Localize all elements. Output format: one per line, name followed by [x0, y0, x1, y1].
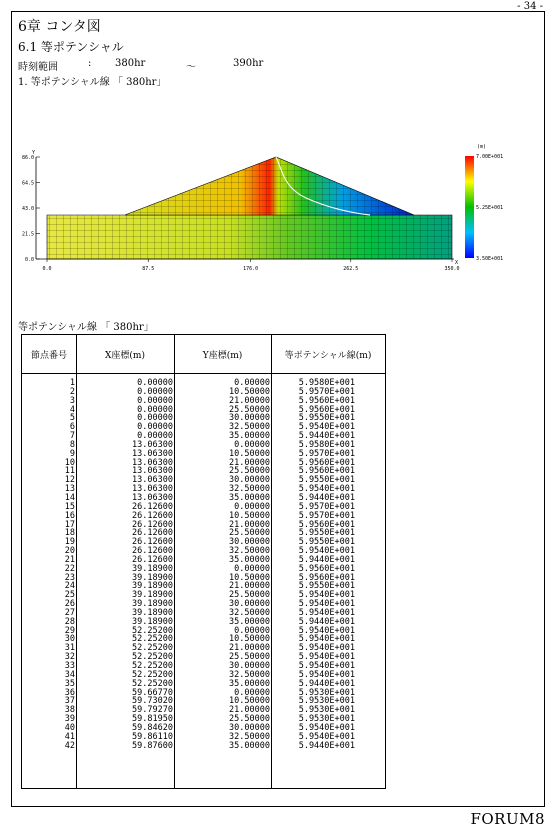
cell-y-coord: 10.50000	[229, 448, 270, 459]
cell-potential: 5.9530E+001	[298, 687, 355, 698]
cell-x-coord: 26.12600	[132, 510, 173, 521]
cell-node-number: 27	[64, 607, 75, 618]
cell-potential: 5.9440E+001	[298, 492, 355, 503]
cell-potential: 5.9580E+001	[298, 378, 355, 388]
cell-node-number: 37	[64, 696, 75, 707]
cell-x-coord: 26.12600	[132, 546, 173, 557]
cell-y-coord: 25.50000	[229, 714, 270, 725]
cell-potential: 5.9540E+001	[298, 722, 355, 733]
cell-potential: 5.9540E+001	[298, 607, 355, 618]
cell-node-number: 22	[64, 563, 75, 574]
cell-node-number: 6	[69, 422, 75, 433]
cell-y-coord: 21.00000	[229, 581, 270, 592]
cell-node-number: 3	[69, 395, 75, 406]
cell-node-number: 34	[64, 669, 75, 680]
cell-potential: 5.9540E+001	[298, 625, 355, 636]
cell-y-coord: 32.50000	[229, 422, 270, 433]
cell-y-coord: 30.00000	[229, 413, 270, 424]
cell-y-coord: 32.50000	[229, 731, 270, 742]
cell-y-coord: 30.00000	[229, 722, 270, 733]
cell-y-coord: 30.00000	[229, 661, 270, 671]
cell-x-coord: 13.06300	[132, 439, 173, 450]
cell-node-number: 31	[64, 643, 75, 654]
cell-node-number: 39	[64, 714, 75, 725]
cell-x-coord: 59.73020	[132, 696, 173, 707]
cell-x-coord: 52.25200	[132, 669, 173, 680]
cell-y-coord: 35.00000	[229, 431, 270, 442]
cell-y-coord: 0.00000	[234, 378, 270, 388]
cell-node-number: 7	[69, 431, 75, 442]
cell-y-coord: 30.00000	[229, 475, 270, 486]
contour-chart	[14, 140, 534, 280]
time-range-to: 390hr	[233, 58, 264, 69]
cell-x-coord: 39.18900	[132, 599, 173, 610]
cell-potential: 5.9550E+001	[298, 581, 355, 592]
cell-y-coord: 25.50000	[229, 466, 270, 477]
cell-y-coord: 32.50000	[229, 607, 270, 618]
cell-y-coord: 21.00000	[229, 457, 270, 468]
cell-node-number: 30	[64, 634, 75, 645]
cell-x-coord: 52.25200	[132, 661, 173, 671]
cell-y-coord: 25.50000	[229, 528, 270, 539]
colorbar-label: 5.25E+001	[476, 205, 504, 211]
cell-potential: 5.9550E+001	[298, 475, 355, 486]
cell-node-number: 1	[69, 378, 75, 388]
colorbar-label: 3.50E+001	[476, 256, 504, 262]
cell-node-number: 8	[69, 439, 75, 450]
cell-node-number: 25	[64, 590, 75, 601]
cell-y-coord: 21.00000	[229, 643, 270, 654]
time-range-tilde: ～	[186, 62, 196, 73]
cell-y-coord: 25.50000	[229, 590, 270, 601]
y-tick-label: 64.5	[21, 180, 34, 187]
cell-node-number: 33	[64, 661, 75, 671]
cell-x-coord: 0.00000	[137, 404, 173, 415]
cell-potential: 5.9540E+001	[298, 652, 355, 663]
cell-x-coord: 59.86110	[132, 731, 173, 742]
cell-x-coord: 13.06300	[132, 466, 173, 477]
cell-node-number: 41	[64, 731, 75, 742]
cell-y-coord: 0.00000	[234, 563, 270, 574]
cell-x-coord: 39.18900	[132, 572, 173, 583]
cell-y-coord: 0.00000	[234, 625, 270, 636]
y-axis-marker: Y	[32, 150, 36, 156]
cell-node-number: 18	[64, 528, 75, 539]
cell-x-coord: 26.12600	[132, 519, 173, 530]
header-potential: 等ポテンシャル線(m)	[284, 351, 372, 361]
table-row	[22, 742, 385, 751]
cell-potential: 5.9540E+001	[298, 643, 355, 654]
cell-y-coord: 25.50000	[229, 404, 270, 415]
cell-y-coord: 30.00000	[229, 537, 270, 548]
time-range-from: 380hr	[115, 58, 146, 69]
cell-node-number: 35	[64, 678, 75, 689]
cell-node-number: 11	[64, 466, 75, 477]
cell-y-coord: 32.50000	[229, 669, 270, 680]
y-tick-label: 86.0	[21, 155, 34, 161]
cell-potential: 5.9440E+001	[298, 678, 355, 689]
cell-x-coord: 39.18900	[132, 590, 173, 601]
cell-potential: 5.9570E+001	[298, 501, 355, 512]
cell-x-coord: 59.79270	[132, 705, 173, 716]
cell-potential: 5.9440E+001	[298, 431, 355, 442]
cell-potential: 5.9570E+001	[298, 448, 355, 459]
y-tick-label: 21.5	[21, 231, 34, 238]
cell-potential: 5.9540E+001	[298, 484, 355, 495]
cell-x-coord: 52.25200	[132, 652, 173, 663]
cell-x-coord: 13.06300	[132, 492, 173, 503]
cell-x-coord: 13.06300	[132, 457, 173, 468]
cell-y-coord: 0.00000	[234, 501, 270, 512]
colorbar	[465, 156, 474, 258]
cell-x-coord: 59.84620	[132, 722, 173, 733]
cell-potential: 5.9530E+001	[298, 714, 355, 725]
cell-x-coord: 52.25200	[132, 678, 173, 689]
cell-x-coord: 0.00000	[137, 378, 173, 388]
cell-x-coord: 26.12600	[132, 528, 173, 539]
cell-node-number: 20	[64, 546, 75, 557]
cell-potential: 5.9530E+001	[298, 696, 355, 707]
cell-x-coord: 13.06300	[132, 484, 173, 495]
cell-x-coord: 26.12600	[132, 554, 173, 565]
cell-y-coord: 21.00000	[229, 519, 270, 530]
cell-y-coord: 10.50000	[229, 696, 270, 707]
subsection-title: 1. 等ポテンシャル線 「 380hr」	[18, 77, 167, 88]
x-axis-marker: X	[455, 260, 459, 266]
table-title: 等ポテンシャル線 「 380hr」	[18, 322, 154, 333]
cell-y-coord: 25.50000	[229, 652, 270, 663]
cell-potential: 5.9550E+001	[298, 413, 355, 424]
cell-node-number: 5	[69, 413, 75, 424]
cell-y-coord: 35.00000	[229, 554, 270, 565]
footer-brand: FORUM8	[470, 810, 545, 828]
cell-x-coord: 39.18900	[132, 581, 173, 592]
cell-x-coord: 26.12600	[132, 537, 173, 548]
cell-x-coord: 0.00000	[137, 395, 173, 406]
cell-potential: 5.9440E+001	[298, 740, 355, 751]
cell-potential: 5.9560E+001	[298, 466, 355, 477]
cell-y-coord: 32.50000	[229, 484, 270, 495]
cell-x-coord: 59.87600	[132, 740, 173, 751]
cell-potential: 5.9580E+001	[298, 439, 355, 450]
cell-node-number: 40	[64, 722, 75, 733]
cell-potential: 5.9570E+001	[298, 386, 355, 397]
header-node-number: 節点番号	[30, 351, 67, 361]
cell-x-coord: 13.06300	[132, 475, 173, 486]
colorbar-label: 7.00E+001	[476, 154, 504, 160]
cell-y-coord: 10.50000	[229, 634, 270, 645]
x-tick-label: 0.0	[42, 266, 52, 272]
cell-y-coord: 0.00000	[234, 687, 270, 698]
x-tick-label: 176.0	[243, 266, 259, 272]
cell-y-coord: 35.00000	[229, 492, 270, 503]
y-tick-label: 0.0	[24, 257, 34, 263]
x-tick-label: 262.5	[343, 266, 359, 272]
cell-node-number: 28	[64, 616, 75, 627]
cell-x-coord: 59.81950	[132, 714, 173, 725]
cell-y-coord: 35.00000	[229, 740, 270, 751]
cell-potential: 5.9540E+001	[298, 661, 355, 671]
cell-potential: 5.9540E+001	[298, 599, 355, 610]
cell-node-number: 23	[64, 572, 75, 583]
cell-x-coord: 52.25200	[132, 643, 173, 654]
cell-node-number: 21	[64, 554, 75, 565]
cell-potential: 5.9540E+001	[298, 590, 355, 601]
cell-x-coord: 52.25200	[132, 625, 173, 636]
cell-y-coord: 32.50000	[229, 546, 270, 557]
cell-node-number: 38	[64, 705, 75, 716]
cell-potential: 5.9540E+001	[298, 731, 355, 742]
cell-y-coord: 30.00000	[229, 599, 270, 610]
contour-plot	[47, 157, 452, 259]
cell-node-number: 17	[64, 519, 75, 530]
cell-x-coord: 39.18900	[132, 616, 173, 627]
cell-x-coord: 0.00000	[137, 431, 173, 442]
table-body	[22, 379, 385, 750]
header-y-coord: Y座標(m)	[202, 351, 243, 361]
cell-node-number: 12	[64, 475, 75, 486]
cell-x-coord: 26.12600	[132, 501, 173, 512]
cell-potential: 5.9570E+001	[298, 510, 355, 521]
cell-node-number: 29	[64, 625, 75, 636]
cell-node-number: 2	[69, 386, 75, 397]
cell-y-coord: 21.00000	[229, 395, 270, 406]
cell-potential: 5.9560E+001	[298, 563, 355, 574]
cell-node-number: 10	[64, 457, 75, 468]
potential-table	[21, 334, 386, 789]
cell-potential: 5.9540E+001	[298, 669, 355, 680]
cell-x-coord: 0.00000	[137, 422, 173, 433]
cell-potential: 5.9560E+001	[298, 395, 355, 406]
cell-y-coord: 35.00000	[229, 678, 270, 689]
cell-node-number: 19	[64, 537, 75, 548]
cell-y-coord: 10.50000	[229, 572, 270, 583]
cell-potential: 5.9440E+001	[298, 616, 355, 627]
cell-node-number: 13	[64, 484, 75, 495]
time-range-label: 時刻範囲	[18, 62, 58, 73]
cell-x-coord: 0.00000	[137, 413, 173, 424]
cell-node-number: 9	[69, 448, 75, 459]
cell-potential: 5.9550E+001	[298, 528, 355, 539]
cell-potential: 5.9440E+001	[298, 554, 355, 565]
cell-x-coord: 13.06300	[132, 448, 173, 459]
page-number: - 34 -	[517, 1, 543, 12]
cell-node-number: 4	[69, 404, 75, 415]
cell-x-coord: 39.18900	[132, 563, 173, 574]
cell-node-number: 36	[64, 687, 75, 698]
cell-x-coord: 59.66770	[132, 687, 173, 698]
x-tick-label: 87.5	[142, 266, 155, 272]
cell-potential: 5.9560E+001	[298, 572, 355, 583]
cell-x-coord: 0.00000	[137, 386, 173, 397]
section-title: 6.1 等ポテンシャル	[18, 40, 124, 54]
cell-potential: 5.9540E+001	[298, 634, 355, 645]
cell-potential: 5.9540E+001	[298, 546, 355, 557]
cell-y-coord: 10.50000	[229, 386, 270, 397]
cell-y-coord: 0.00000	[234, 439, 270, 450]
cell-x-coord: 39.18900	[132, 607, 173, 618]
cell-y-coord: 21.00000	[229, 705, 270, 716]
cell-y-coord: 10.50000	[229, 510, 270, 521]
cell-potential: 5.9540E+001	[298, 422, 355, 433]
cell-node-number: 32	[64, 652, 75, 663]
cell-node-number: 16	[64, 510, 75, 521]
cell-potential: 5.9560E+001	[298, 457, 355, 468]
cell-node-number: 42	[64, 740, 75, 751]
cell-potential: 5.9550E+001	[298, 537, 355, 548]
cell-x-coord: 52.25200	[132, 634, 173, 645]
cell-potential: 5.9560E+001	[298, 404, 355, 415]
time-range	[18, 58, 318, 72]
cell-potential: 5.9530E+001	[298, 705, 355, 716]
y-tick-label: 43.0	[21, 206, 34, 212]
cell-potential: 5.9560E+001	[298, 519, 355, 530]
time-range-colon: :	[88, 58, 92, 69]
cell-y-coord: 35.00000	[229, 616, 270, 627]
cell-node-number: 24	[64, 581, 75, 592]
cell-node-number: 26	[64, 599, 75, 610]
chapter-title: 6章 コンタ図	[18, 19, 101, 35]
colorbar-unit: (m)	[477, 144, 487, 150]
x-tick-label: 350.0	[444, 266, 460, 272]
cell-node-number: 15	[64, 501, 75, 512]
cell-node-number: 14	[64, 492, 75, 503]
header-x-coord: X座標(m)	[105, 351, 145, 361]
